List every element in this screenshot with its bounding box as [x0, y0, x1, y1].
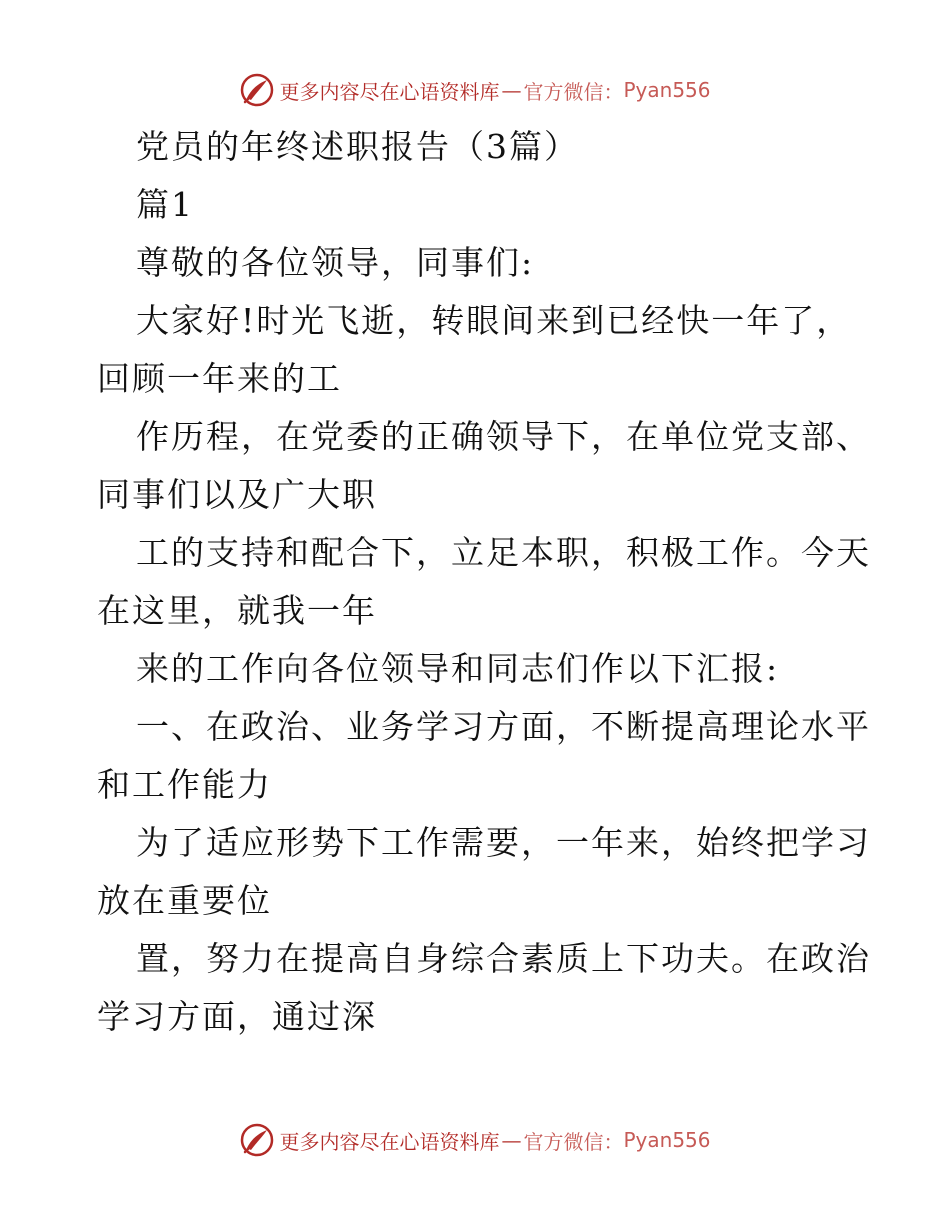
text-line: 一、在政治、业务学习方面，不断提高理论水平 [136, 707, 871, 746]
banner-sub-text: 官方微信： [523, 1129, 624, 1154]
text-line: 大家好!时光飞逝，转眼间来到已经快一年了， [136, 301, 852, 340]
document-body [97, 118, 871, 1046]
text-line: 为了适应形势下工作需要，一年来，始终把学习 [136, 823, 871, 862]
banner-wechat-id: Pyan556 [623, 78, 711, 102]
footer-watermark-banner [0, 1120, 950, 1160]
text-line: 来的工作向各位领导和同志们作以下汇报: [136, 649, 780, 688]
banner-main-text: 更多内容尽在心语资料库 [279, 1129, 500, 1154]
text-line: 学习方面，通过深 [97, 997, 377, 1036]
document-title: 党员的年终述职报告（3篇） [136, 127, 579, 166]
banner-wechat-id: Pyan556 [623, 1128, 711, 1152]
banner-dash: — [501, 1128, 522, 1152]
text-line: 尊敬的各位领导，同事们: [136, 243, 535, 282]
text-line: 作历程，在党委的正确领导下，在单位党支部、 [136, 417, 871, 456]
text-line: 工的支持和配合下，立足本职，积极工作。今天 [136, 533, 871, 572]
header-watermark-banner [0, 70, 950, 110]
text-line: 和工作能力 [97, 765, 272, 804]
section-heading: 篇1 [136, 185, 194, 224]
banner-sub-text: 官方微信： [523, 79, 624, 104]
text-line: 回顾一年来的工 [97, 359, 342, 398]
banner-dash: — [501, 78, 522, 102]
banner-main-text: 更多内容尽在心语资料库 [279, 79, 500, 104]
brush-logo-icon [239, 72, 275, 108]
text-line: 在这里，就我一年 [97, 591, 377, 630]
text-line: 置，努力在提高自身综合素质上下功夫。在政治 [136, 939, 871, 978]
paragraph-lines [97, 234, 871, 1046]
text-line: 同事们以及广大职 [97, 475, 377, 514]
text-line: 放在重要位 [97, 881, 272, 920]
brush-logo-icon [239, 1122, 275, 1158]
